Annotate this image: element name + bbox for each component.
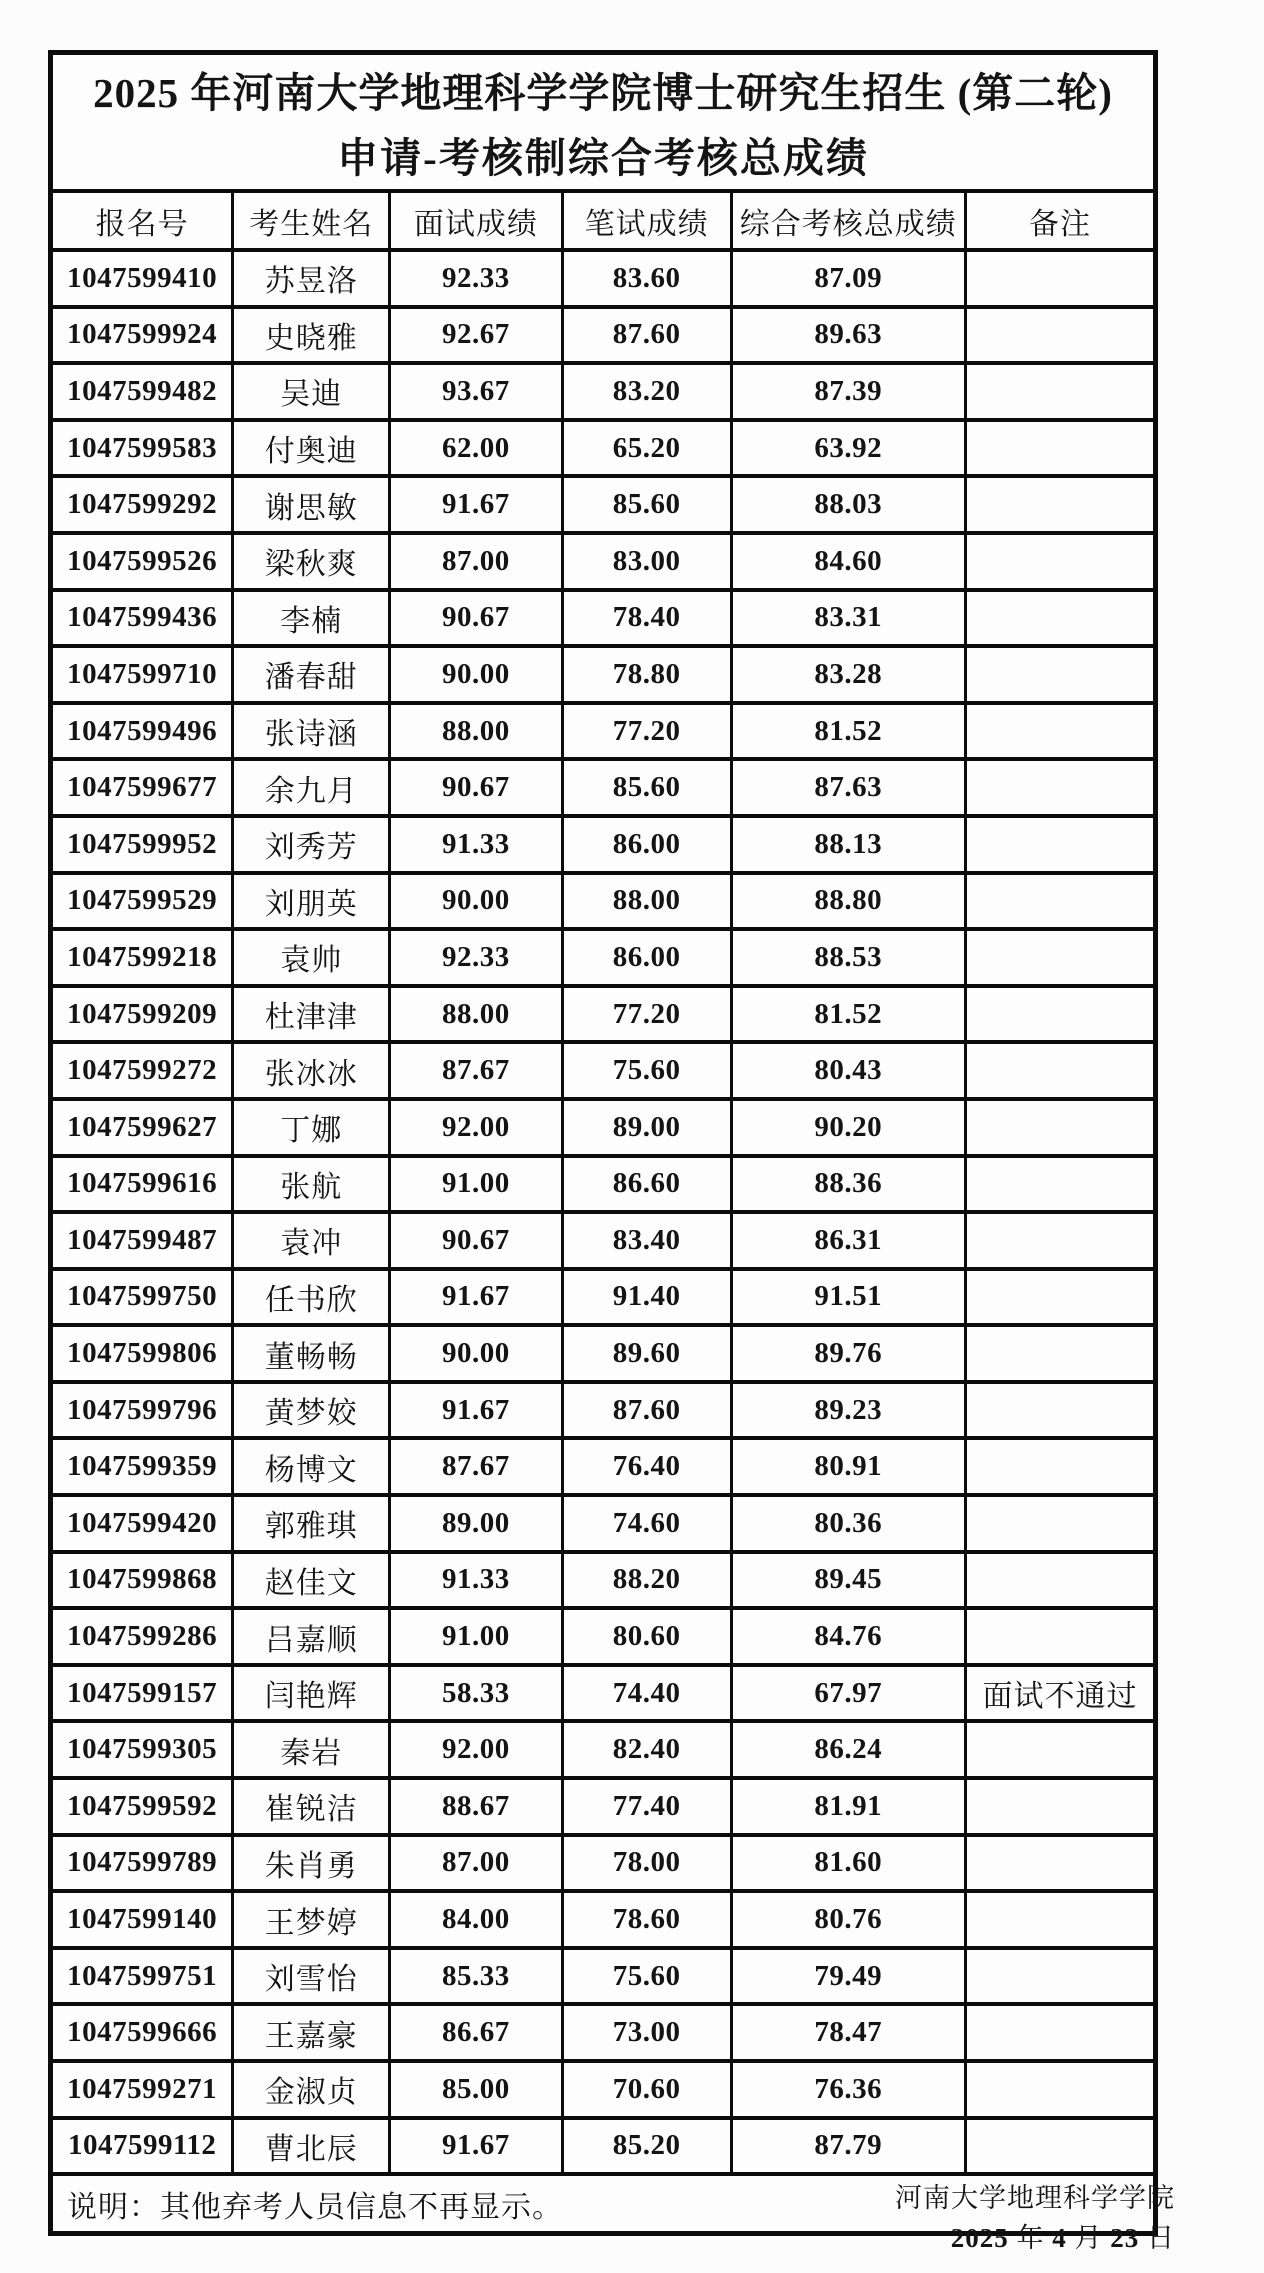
cell-written: 86.00 [562,929,731,986]
cell-total: 89.76 [731,1325,965,1382]
cell-total: 86.24 [731,1721,965,1778]
cell-total: 88.13 [731,816,965,873]
cell-id: 1047599487 [51,1212,233,1269]
table-row [51,1325,1156,1382]
table-row [51,1438,1156,1495]
cell-remark [965,1891,1155,1948]
cell-id: 1047599292 [51,476,233,533]
cell-name: 闫艳辉 [233,1665,390,1722]
cell-written: 78.60 [562,1891,731,1948]
footer-org: 河南大学地理科学学院 [895,2183,1175,2213]
table-row [51,1552,1156,1609]
cell-name: 杜津津 [233,986,390,1043]
cell-interview: 91.33 [390,816,562,873]
cell-interview: 58.33 [390,1665,562,1722]
cell-remark [965,646,1155,703]
cell-name: 董畅畅 [233,1325,390,1382]
cell-total: 63.92 [731,420,965,477]
cell-interview: 62.00 [390,420,562,477]
cell-name: 朱肖勇 [233,1835,390,1892]
table-row [51,2118,1156,2175]
cell-total: 89.23 [731,1382,965,1439]
cell-interview: 90.00 [390,1325,562,1382]
column-header: 综合考核总成绩 [731,191,965,250]
cell-remark [965,1438,1155,1495]
table-row [51,1608,1156,1665]
table-row [51,250,1156,307]
cell-total: 81.91 [731,1778,965,1835]
column-header: 考生姓名 [233,191,390,250]
column-header: 备注 [965,191,1155,250]
cell-remark [965,986,1155,1043]
cell-total: 88.53 [731,929,965,986]
cell-id: 1047599796 [51,1382,233,1439]
cell-id: 1047599616 [51,1156,233,1213]
cell-total: 87.39 [731,363,965,420]
cell-written: 78.80 [562,646,731,703]
cell-written: 85.20 [562,2118,731,2175]
cell-id: 1047599526 [51,533,233,590]
cell-name: 吴迪 [233,363,390,420]
cell-interview: 85.33 [390,1948,562,2005]
table-row [51,816,1156,873]
cell-name: 任书欣 [233,1269,390,1326]
cell-id: 1047599209 [51,986,233,1043]
table-row [51,1891,1156,1948]
score-table [48,50,1158,2236]
cell-interview: 90.00 [390,646,562,703]
cell-name: 袁帅 [233,929,390,986]
note-text: 说明：其他弃考人员信息不再显示。 [51,2174,1156,2234]
cell-name: 苏昱洛 [233,250,390,307]
cell-remark [965,250,1155,307]
footer-date-segment: 年 [1008,2223,1053,2253]
page-title-line1: 2025 年河南大学地理科学学院博士研究生招生 (第二轮) [93,70,1113,117]
cell-remark [965,1495,1155,1552]
cell-remark: 面试不通过 [965,1665,1155,1722]
cell-total: 88.36 [731,1156,965,1213]
cell-total: 78.47 [731,2004,965,2061]
page-title [53,55,1153,189]
cell-name: 张诗涵 [233,703,390,760]
cell-total: 91.51 [731,1269,965,1326]
cell-remark [965,873,1155,930]
table-row [51,1778,1156,1835]
cell-interview: 91.67 [390,476,562,533]
cell-written: 86.00 [562,816,731,873]
table-row [51,1495,1156,1552]
cell-remark [965,1948,1155,2005]
cell-written: 85.60 [562,476,731,533]
cell-written: 87.60 [562,1382,731,1439]
table-row [51,1721,1156,1778]
cell-total: 80.36 [731,1495,965,1552]
cell-written: 75.60 [562,1042,731,1099]
cell-interview: 92.33 [390,250,562,307]
cell-id: 1047599359 [51,1438,233,1495]
cell-remark [965,2061,1155,2118]
cell-total: 87.63 [731,759,965,816]
cell-written: 73.00 [562,2004,731,2061]
cell-written: 75.60 [562,1948,731,2005]
cell-remark [965,2118,1155,2175]
cell-written: 77.20 [562,703,731,760]
cell-written: 83.60 [562,250,731,307]
column-header: 报名号 [51,191,233,250]
cell-interview: 91.00 [390,1608,562,1665]
cell-written: 78.40 [562,590,731,647]
table-row [51,646,1156,703]
cell-id: 1047599305 [51,1721,233,1778]
cell-interview: 90.67 [390,1212,562,1269]
table-row [51,2061,1156,2118]
cell-remark [965,759,1155,816]
cell-written: 83.20 [562,363,731,420]
cell-total: 67.97 [731,1665,965,1722]
cell-written: 80.60 [562,1608,731,1665]
cell-name: 秦岩 [233,1721,390,1778]
cell-id: 1047599140 [51,1891,233,1948]
table-header-row [51,191,1156,250]
cell-interview: 92.33 [390,929,562,986]
cell-interview: 88.00 [390,703,562,760]
table-row [51,1156,1156,1213]
cell-total: 87.09 [731,250,965,307]
cell-interview: 91.00 [390,1156,562,1213]
cell-interview: 87.67 [390,1438,562,1495]
cell-written: 86.60 [562,1156,731,1213]
cell-interview: 87.00 [390,533,562,590]
table-row [51,1665,1156,1722]
cell-name: 潘春甜 [233,646,390,703]
cell-total: 89.63 [731,307,965,364]
cell-remark [965,1835,1155,1892]
cell-total: 80.43 [731,1042,965,1099]
cell-name: 金淑贞 [233,2061,390,2118]
cell-id: 1047599583 [51,420,233,477]
cell-id: 1047599112 [51,2118,233,2175]
cell-remark [965,816,1155,873]
cell-name: 余九月 [233,759,390,816]
cell-name: 梁秋爽 [233,533,390,590]
cell-interview: 88.67 [390,1778,562,1835]
title-cell [51,53,1156,192]
cell-name: 刘雪怡 [233,1948,390,2005]
table-row [51,1212,1156,1269]
footer-date [895,2218,1175,2258]
cell-interview: 93.67 [390,363,562,420]
cell-total: 90.20 [731,1099,965,1156]
cell-total: 83.28 [731,646,965,703]
cell-id: 1047599806 [51,1325,233,1382]
column-header: 笔试成绩 [562,191,731,250]
cell-interview: 84.00 [390,1891,562,1948]
cell-id: 1047599218 [51,929,233,986]
cell-remark [965,307,1155,364]
cell-remark [965,1325,1155,1382]
cell-id: 1047599868 [51,1552,233,1609]
table-row [51,1042,1156,1099]
title-row [51,53,1156,192]
cell-written: 70.60 [562,2061,731,2118]
cell-id: 1047599482 [51,363,233,420]
cell-id: 1047599627 [51,1099,233,1156]
cell-name: 张航 [233,1156,390,1213]
cell-total: 79.49 [731,1948,965,2005]
cell-name: 吕嘉顺 [233,1608,390,1665]
footer-date-segment: 日 [1139,2223,1175,2253]
cell-written: 91.40 [562,1269,731,1326]
cell-name: 袁冲 [233,1212,390,1269]
table-row [51,590,1156,647]
table-row [51,759,1156,816]
cell-name: 付奥迪 [233,420,390,477]
cell-remark [965,363,1155,420]
cell-total: 88.03 [731,476,965,533]
cell-interview: 92.00 [390,1721,562,1778]
cell-interview: 91.67 [390,1382,562,1439]
cell-id: 1047599410 [51,250,233,307]
cell-remark [965,1552,1155,1609]
cell-interview: 90.67 [390,759,562,816]
cell-written: 74.60 [562,1495,731,1552]
cell-written: 77.40 [562,1778,731,1835]
cell-id: 1047599496 [51,703,233,760]
cell-written: 89.00 [562,1099,731,1156]
cell-total: 88.80 [731,873,965,930]
cell-written: 76.40 [562,1438,731,1495]
cell-interview: 88.00 [390,986,562,1043]
cell-written: 83.00 [562,533,731,590]
cell-interview: 91.67 [390,2118,562,2175]
cell-remark [965,476,1155,533]
cell-remark [965,2004,1155,2061]
cell-interview: 91.67 [390,1269,562,1326]
table-row [51,363,1156,420]
cell-name: 曹北辰 [233,2118,390,2175]
cell-remark [965,1269,1155,1326]
cell-remark [965,1042,1155,1099]
table-row [51,1382,1156,1439]
cell-remark [965,420,1155,477]
cell-total: 76.36 [731,2061,965,2118]
cell-name: 王嘉豪 [233,2004,390,2061]
cell-total: 81.52 [731,703,965,760]
cell-name: 李楠 [233,590,390,647]
cell-total: 83.31 [731,590,965,647]
cell-id: 1047599924 [51,307,233,364]
cell-id: 1047599710 [51,646,233,703]
table-row [51,873,1156,930]
cell-name: 黄梦姣 [233,1382,390,1439]
cell-interview: 90.67 [390,590,562,647]
footer-date-segment: 2025 [950,2223,1009,2253]
cell-remark [965,533,1155,590]
table-row [51,1269,1156,1326]
cell-total: 80.91 [731,1438,965,1495]
cell-written: 85.60 [562,759,731,816]
cell-id: 1047599750 [51,1269,233,1326]
cell-interview: 89.00 [390,1495,562,1552]
cell-written: 82.40 [562,1721,731,1778]
table-row [51,1099,1156,1156]
cell-total: 80.76 [731,1891,965,1948]
cell-total: 84.60 [731,533,965,590]
cell-remark [965,929,1155,986]
cell-id: 1047599286 [51,1608,233,1665]
cell-written: 77.20 [562,986,731,1043]
table-row [51,703,1156,760]
cell-id: 1047599751 [51,1948,233,2005]
cell-remark [965,1156,1155,1213]
footer-date-segment: 月 [1066,2223,1111,2253]
cell-interview: 90.00 [390,873,562,930]
cell-name: 崔锐洁 [233,1778,390,1835]
cell-total: 84.76 [731,1608,965,1665]
cell-written: 74.40 [562,1665,731,1722]
cell-name: 丁娜 [233,1099,390,1156]
cell-interview: 87.67 [390,1042,562,1099]
cell-id: 1047599271 [51,2061,233,2118]
cell-remark [965,703,1155,760]
cell-remark [965,1099,1155,1156]
footer-date-segment: 23 [1110,2223,1140,2253]
cell-interview: 85.00 [390,2061,562,2118]
table-row [51,476,1156,533]
cell-total: 89.45 [731,1552,965,1609]
table-row [51,307,1156,364]
cell-name: 谢思敏 [233,476,390,533]
cell-name: 张冰冰 [233,1042,390,1099]
cell-written: 88.00 [562,873,731,930]
cell-total: 87.79 [731,2118,965,2175]
cell-interview: 86.67 [390,2004,562,2061]
cell-remark [965,1382,1155,1439]
cell-interview: 92.00 [390,1099,562,1156]
cell-id: 1047599420 [51,1495,233,1552]
table-row [51,533,1156,590]
column-header: 面试成绩 [390,191,562,250]
cell-written: 65.20 [562,420,731,477]
table-row [51,420,1156,477]
cell-id: 1047599666 [51,2004,233,2061]
cell-remark [965,1778,1155,1835]
cell-total: 81.52 [731,986,965,1043]
cell-id: 1047599789 [51,1835,233,1892]
cell-total: 81.60 [731,1835,965,1892]
footer-date-segment: 4 [1052,2223,1067,2253]
table-row [51,2004,1156,2061]
table-row [51,929,1156,986]
cell-remark [965,1212,1155,1269]
cell-remark [965,590,1155,647]
cell-written: 87.60 [562,307,731,364]
table-row [51,1835,1156,1892]
cell-written: 78.00 [562,1835,731,1892]
cell-written: 83.40 [562,1212,731,1269]
cell-name: 王梦婷 [233,1891,390,1948]
cell-name: 刘秀芳 [233,816,390,873]
cell-id: 1047599952 [51,816,233,873]
table-row [51,986,1156,1043]
cell-id: 1047599157 [51,1665,233,1722]
cell-interview: 92.67 [390,307,562,364]
cell-name: 杨博文 [233,1438,390,1495]
footer [895,2178,1175,2258]
cell-name: 郭雅琪 [233,1495,390,1552]
cell-interview: 91.33 [390,1552,562,1609]
cell-written: 89.60 [562,1325,731,1382]
cell-interview: 87.00 [390,1835,562,1892]
cell-remark [965,1608,1155,1665]
cell-id: 1047599272 [51,1042,233,1099]
cell-written: 88.20 [562,1552,731,1609]
cell-id: 1047599677 [51,759,233,816]
cell-total: 86.31 [731,1212,965,1269]
page-title-line2: 申请-考核制综合考核总成绩 [337,134,869,181]
cell-id: 1047599529 [51,873,233,930]
table-row [51,1948,1156,2005]
cell-name: 史晓雅 [233,307,390,364]
cell-id: 1047599436 [51,590,233,647]
cell-name: 赵佳文 [233,1552,390,1609]
cell-remark [965,1721,1155,1778]
cell-name: 刘朋英 [233,873,390,930]
cell-id: 1047599592 [51,1778,233,1835]
